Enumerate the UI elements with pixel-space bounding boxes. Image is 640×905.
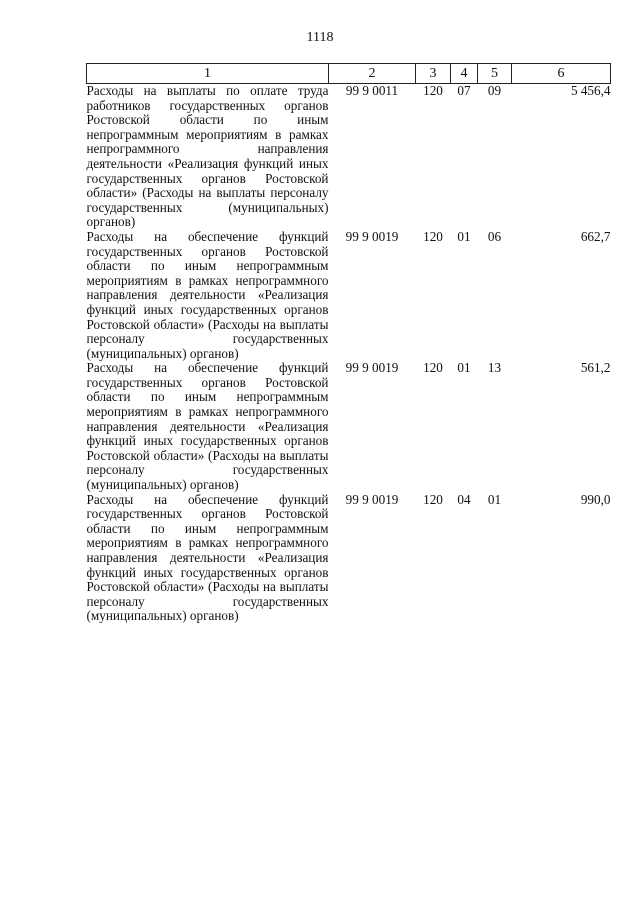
row-col-5: 13	[487, 360, 502, 376]
row-code: 99 9 0019	[345, 228, 399, 244]
header-col-6: 6	[512, 64, 611, 84]
row-col-4: 07	[457, 83, 471, 98]
header-col-2: 2	[329, 64, 416, 84]
row-amount: 990,0	[580, 491, 611, 507]
header-col-3: 3	[416, 64, 451, 84]
row-amount: 561,2	[580, 360, 611, 376]
row-amount: 662,7	[580, 228, 611, 244]
row-code: 99 9 0019	[345, 360, 399, 376]
row-col-3: 120	[423, 360, 443, 376]
header-col-1: 1	[87, 64, 329, 84]
table-row	[87, 230, 611, 361]
table-row	[87, 84, 611, 230]
row-col-3: 120	[423, 83, 443, 98]
row-col-5: 06	[487, 228, 502, 244]
row-description: Расходы на выплаты по оплате труда работников государственных органов Ростовской области по иным непрограммным мероприятиям в рамках непрограммного направления деятельности «Реализация функций иных государственных органов Ростовской области» (Расходы на выплаты персоналу государственных (муниципальных) органов)	[86, 83, 329, 230]
row-description: Расходы на обеспечение функций государственных органов Ростовской области по иным непрограммным мероприятиям в рамках непрограммного направления деятельности «Реализация функций иных государственных органов Ростовской области» (Расходы на выплаты персоналу государственных (муниципальных) органов)	[86, 228, 329, 361]
row-col-4: 04	[457, 491, 471, 507]
header-col-5: 5	[478, 64, 512, 84]
row-col-5: 01	[487, 491, 502, 507]
row-code: 99 9 0011	[345, 83, 399, 98]
table-header-row	[87, 64, 611, 84]
row-col-3: 120	[423, 491, 443, 507]
row-description: Расходы на обеспечение функций государственных органов Ростовской области по иным непрограммным мероприятиям в рамках непрограммного направления деятельности «Реализация функций иных государственных органов Ростовской области» (Расходы на выплаты персоналу государственных (муниципальных) органов)	[86, 360, 329, 493]
row-col-4: 01	[457, 228, 471, 244]
row-col-3: 120	[423, 228, 443, 244]
row-col-4: 01	[457, 360, 471, 376]
row-amount: 5 456,4	[570, 83, 611, 98]
budget-table	[86, 63, 611, 624]
row-code: 99 9 0019	[345, 491, 399, 507]
row-description: Расходы на обеспечение функций государственных органов Ростовской области по иным непрограммным мероприятиям в рамках непрограммного направления деятельности «Реализация функций иных государственных органов Ростовской области» (Расходы на выплаты персоналу государственных (муниципальных) органов)	[86, 491, 329, 624]
table-row	[87, 493, 611, 624]
row-col-5: 09	[487, 83, 502, 98]
page-number: 1118	[306, 30, 334, 45]
table-row	[87, 361, 611, 492]
header-col-4: 4	[451, 64, 478, 84]
